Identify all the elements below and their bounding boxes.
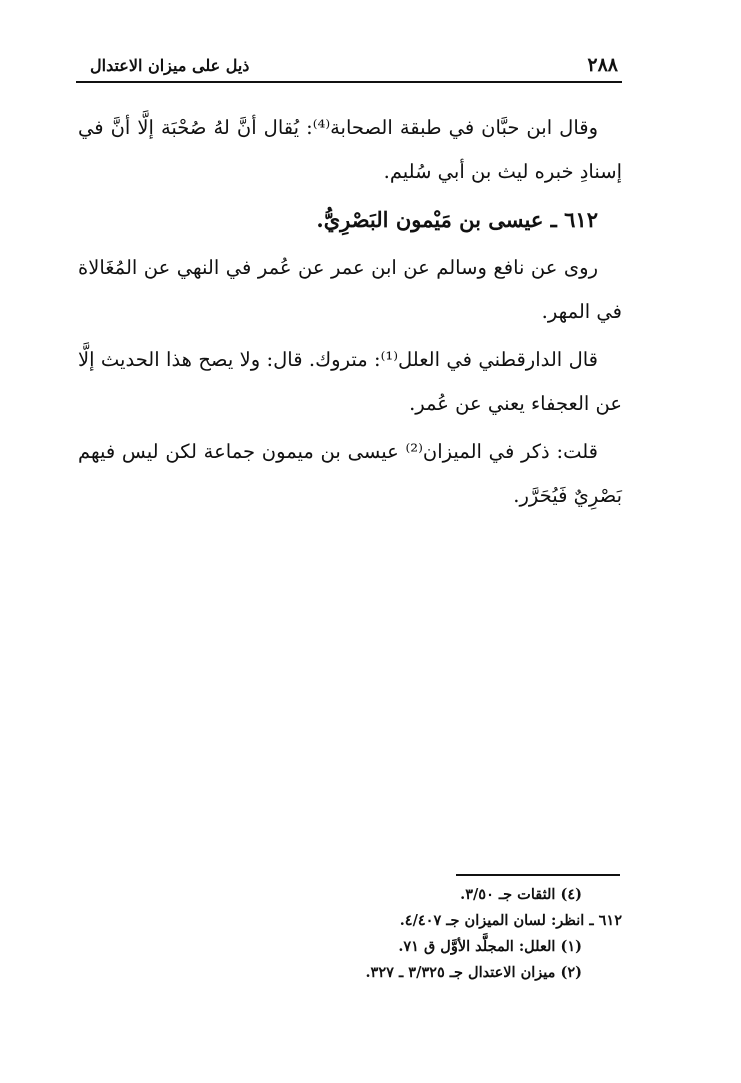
entry-heading-612: ٦١٢ ـ عيسى بن مَيْمون البَصْرِيُّ. xyxy=(316,207,598,232)
page-number: ٢٨٨ xyxy=(587,54,618,76)
main-text xyxy=(78,106,622,518)
footnote-separator xyxy=(456,874,620,876)
footnote-entry-612: ٦١٢ ـ انظر: لسان الميزان جـ ٤/٤٠٧. xyxy=(399,912,622,929)
paragraph-daraqutni: قال الدارقطني في العلل⁽¹⁾: متروك. قال: ولا يصح هذا الحديث إلَّا عن العجفاء يعني عن عُمر. xyxy=(78,348,622,415)
paragraph-author-note: قلت: ذكر في الميزان⁽²⁾ عيسى بن ميمون جماعة لكن ليس فيهم بَصْرِيٌ فَيُحَرَّر. xyxy=(78,440,622,507)
running-header xyxy=(76,50,622,80)
footnotes xyxy=(150,882,622,986)
header-rule xyxy=(76,81,622,83)
footnote-4: (٤) الثقات جـ ٣/٥٠. xyxy=(460,886,582,903)
running-title: ذيل على ميزان الاعتدال xyxy=(90,56,250,75)
paragraph-ibn-hibban: وقال ابن حبَّان في طبقة الصحابة⁽⁴⁾: يُقال أنَّ لهُ صُحْبَة إلَّا أنَّ في إسنادِ خبره ليث بن أبي سُليم. xyxy=(78,116,622,183)
footnote-2: (٢) ميزان الاعتدال جـ ٣/٣٢٥ ـ ٣٢٧. xyxy=(365,964,582,981)
paragraph-narration: روى عن نافع وسالم عن ابن عمر عن عُمر في النهي عن المُغَالاة في المهر. xyxy=(78,256,622,323)
footnote-1: (١) العلل: المجلَّد الأوَّل ق ٧١. xyxy=(398,938,582,955)
